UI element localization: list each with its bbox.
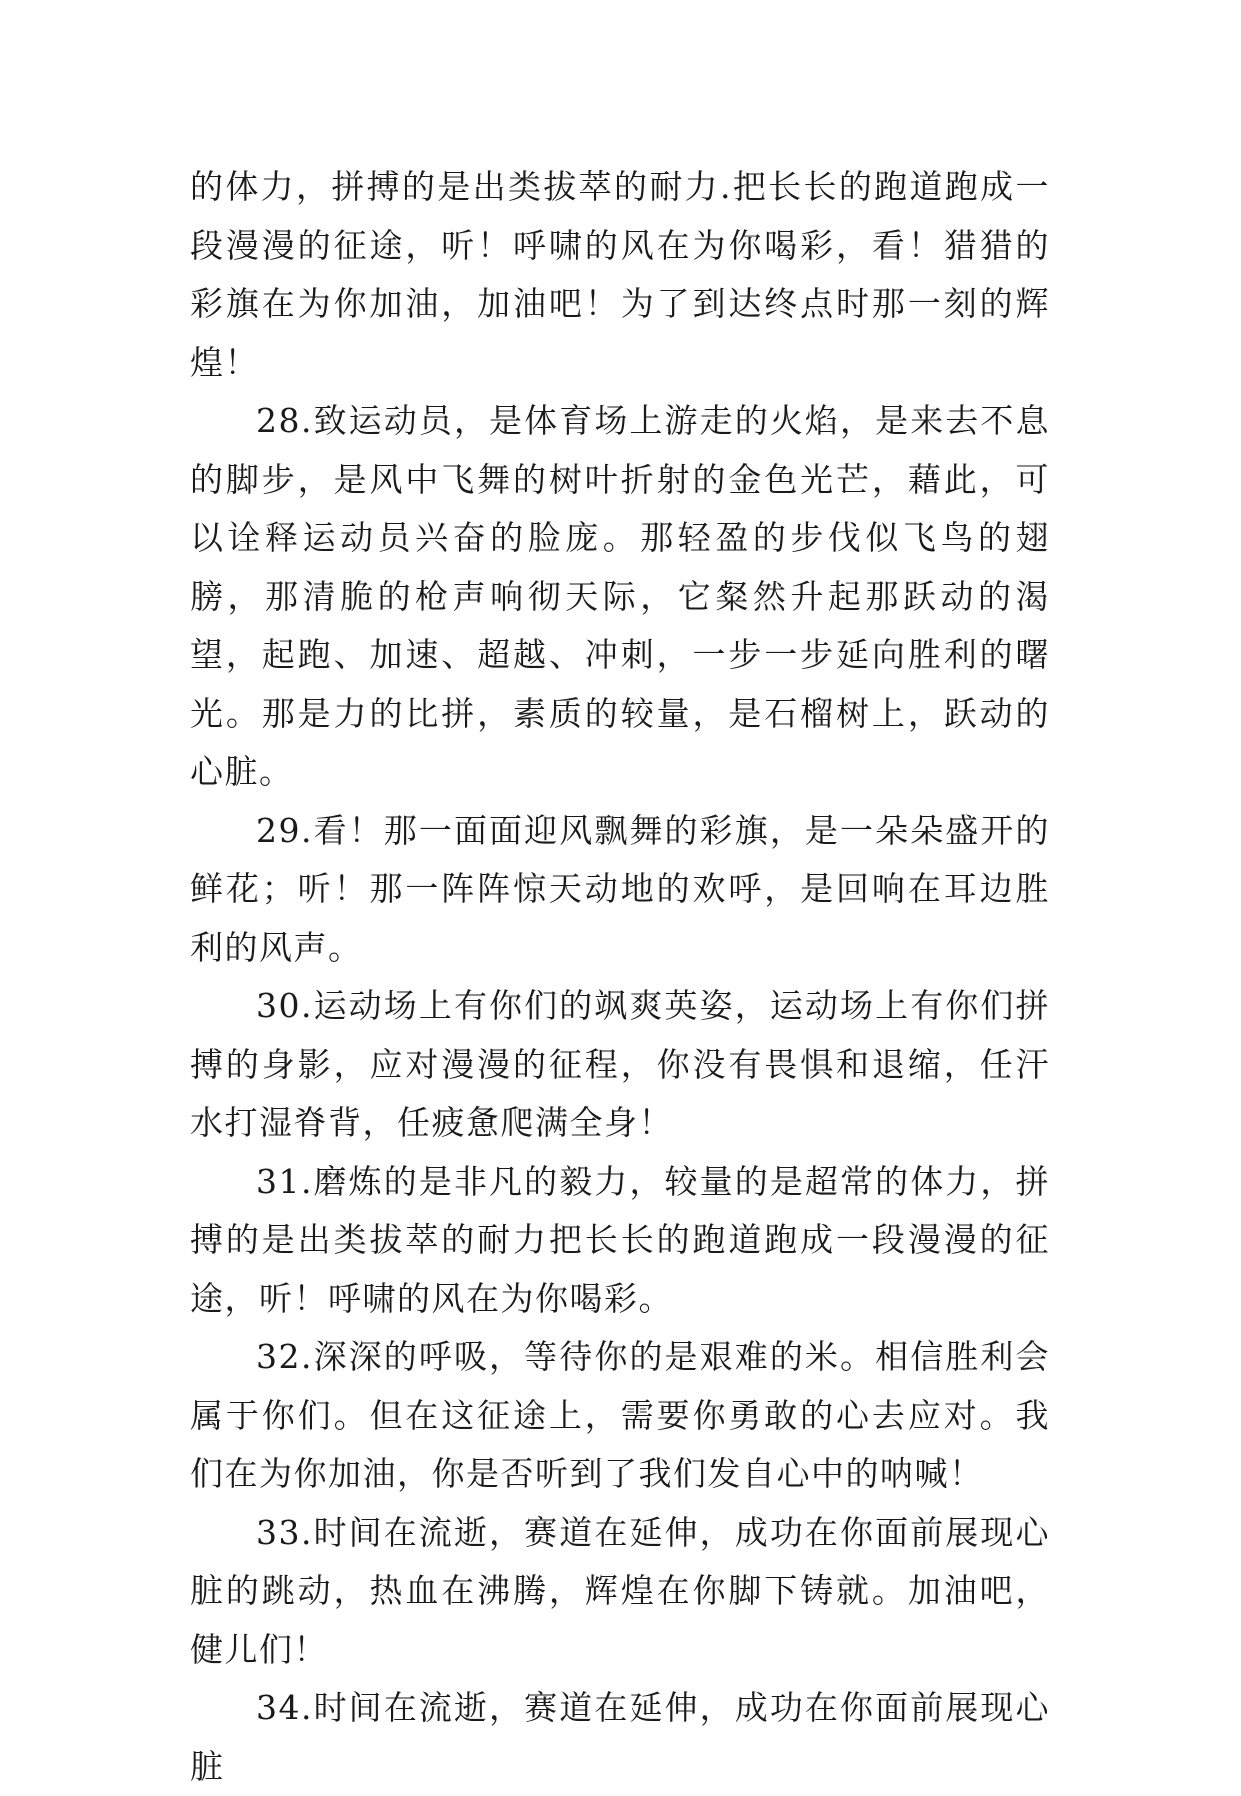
document-body xyxy=(190,158,1050,1796)
paragraph-34: 34.时间在流逝，赛道在延伸，成功在你面前展现心脏 xyxy=(190,1688,1050,1786)
paragraph-continuation: 的体力，拼搏的是出类拔萃的耐力.把长长的跑道跑成一段漫漫的征途，听！呼啸的风在为你喝彩，看！猎猎的彩旗在为你加油，加油吧！为了到达终点时那一刻的辉煌！ xyxy=(190,167,1050,382)
paragraph-30: 30.运动场上有你们的飒爽英姿，运动场上有你们拼搏的身影，应对漫漫的征程，你没有畏惧和退缩，任汗水打湿脊背，任疲惫爬满全身！ xyxy=(190,986,1050,1142)
paragraph-29: 29.看！那一面面迎风飘舞的彩旗，是一朵朵盛开的鲜花；听！那一阵阵惊天动地的欢呼，是回响在耳边胜利的风声。 xyxy=(190,810,1050,967)
paragraph-28: 28.致运动员，是体育场上游走的火焰，是来去不息的脚步，是风中飞舞的树叶折射的金色光芒，藉此，可以诠释运动员兴奋的脸庞。那轻盈的步伐似飞鸟的翅膀，那清脆的枪声响彻天际，它粲然升起那跃动的渴望，起跑、加速、超越、冲刺，一步一步延向胜利的曙光。那是力的比拼，素质的较量，是石榴树上，跃动的心脏。 xyxy=(190,401,1050,791)
paragraph-33: 33.时间在流逝，赛道在延伸，成功在你面前展现心脏的跳动，热血在沸腾，辉煌在你脚下铸就。加油吧，健儿们！ xyxy=(190,1512,1050,1669)
paragraph-32: 32.深深的呼吸，等待你的是艰难的米。相信胜利会属于你们。但在这征途上，需要你勇敢的心去应对。我们在为你加油，你是否听到了我们发自心中的呐喊！ xyxy=(190,1337,1050,1493)
paragraph-31: 31.磨炼的是非凡的毅力，较量的是超常的体力，拼搏的是出类拔萃的耐力把长长的跑道跑成一段漫漫的征途，听！呼啸的风在为你喝彩。 xyxy=(190,1161,1050,1318)
